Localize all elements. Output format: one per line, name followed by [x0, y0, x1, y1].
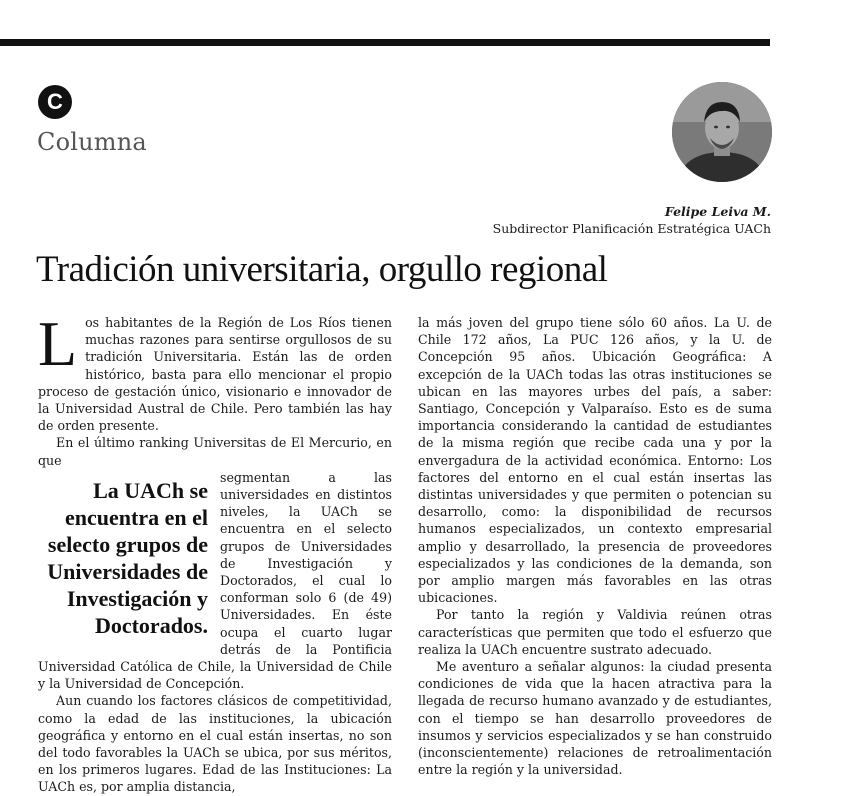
pull-quote: La UACh se encuentra en el selecto grupos de Universidades de Investigación y Doctorados.: [47, 477, 208, 638]
paragraph-4: Por tanto la región y Valdivia reúnen otras características que permiten que todo el esfuerzo que realiza la UACh encuentre sustrato adecuado.: [418, 607, 772, 657]
headline: Tradición universitaria, orgullo regional: [36, 249, 608, 290]
paragraph-2-wrap: segmentan a las universidades en distintos niveles, la UACh se encuentra en el selecto grupos de Universidades de Investigación y Doctorados, el cual lo conforman solo 6 (de 49) Universidades. En éste ocupa el cuarto lugar detrás de la Pontificia Universidad Católica de Chile, la Universidad de Chile y la Universidad de Concepción.: [38, 469, 392, 692]
section-label: Columna: [37, 128, 147, 156]
paragraph-1-text: os habitantes de la Región de Los Ríos tienen muchas razones para sentirse orgullosos de su tradición Universitaria. Están las de orden histórico, basta para ello mencionar el propio proceso de gestación único, visionario e innovador de la Universidad Austral de Chile. Pero también las hay de orden presente.: [38, 315, 392, 434]
paragraph-2-lead: En el último ranking Universitas de El Mercurio, en que: [38, 435, 392, 468]
author-title: Subdirector Planificación Estratégica UACh: [492, 221, 771, 236]
paragraph-3-continued: la más joven del grupo tiene sólo 60 años. La U. de Chile 172 años, La PUC 126 años, y la U. de Concepción 95 años. Ubicación Geográfica: A excepción de la UACh todas las otras instituciones se ubican en las mayores urbes del país, a saber: Santiago, Concepción y Valparaíso. Esto es de suma importancia considerando la cantidad de estudiantes de la misma región que recibe cada una y por la envergadura de la actividad económica. Entorno: Los factores del entorno en el cual están insertas las distintas universidades y que permiten o potencian su desarrollo, como: la disponibilidad de recursos humanos especializados, un contexto empresarial amplio y desarrollado, la presencia de proveedores especializados y las condiciones de la demanda, son por amplio margen más favorables en las otras ubicaciones.: [418, 315, 772, 606]
author-byline: [493, 203, 771, 237]
article-column-2: [418, 314, 772, 778]
author-portrait-icon: [672, 82, 772, 182]
portrait-graphic: [672, 82, 772, 182]
top-rule: [0, 39, 770, 46]
paragraph-1: [38, 308, 392, 434]
drop-cap: L: [38, 308, 78, 379]
author-name: Felipe Leiva M.: [664, 204, 771, 219]
section-badge: C: [38, 85, 72, 119]
paragraph-3: Aun cuando los factores clásicos de competitividad, como la edad de las instituciones, la ubicación geográfica y entorno en el cual están insertas, no son del todo favorables la UACh se ubica, por sus méritos, en los primeros lugares. Edad de las Instituciones: La UACh es, por amplia distancia,: [38, 693, 392, 795]
paragraph-5: Me aventuro a señalar algunos: la ciudad presenta condiciones de vida que la hacen atractiva para la llegada de recurso humano avanzado y de estudiantes, con el tiempo se han desarrollo proveedores de insumos y servicios especializados y se han construido (inconscientemente) relaciones de retroalimentación entre la región y la universidad.: [418, 659, 772, 778]
article-column-1: [38, 308, 392, 796]
